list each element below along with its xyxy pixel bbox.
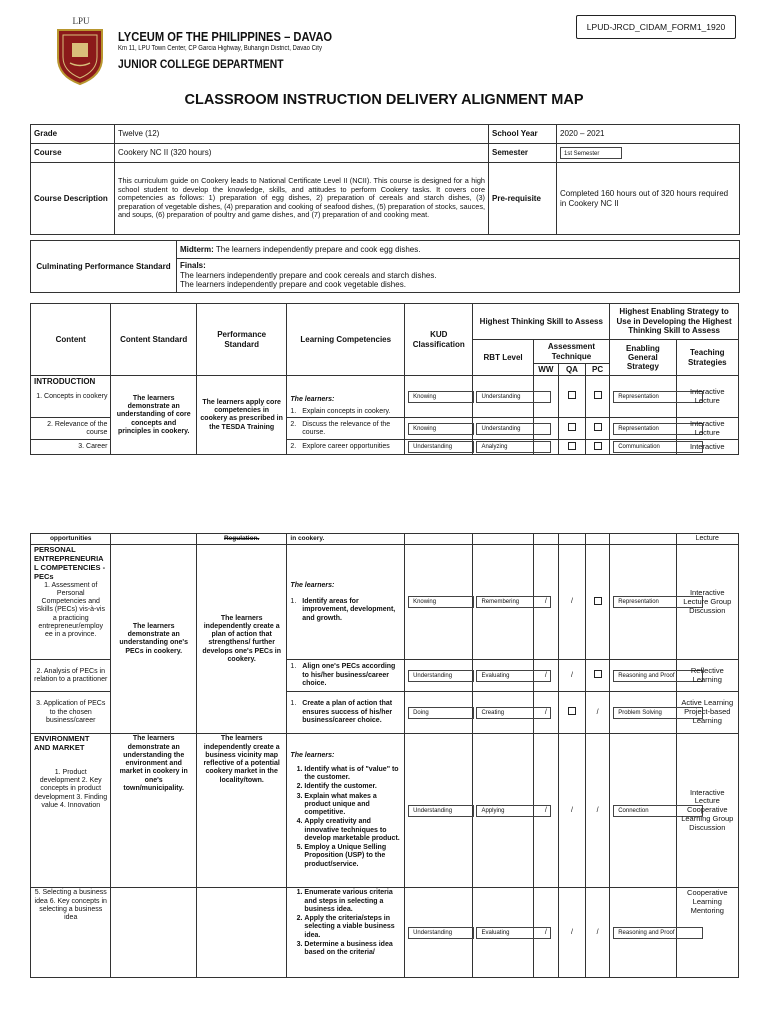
biz-qa: / — [558, 888, 585, 978]
pec-ww-1: / — [533, 545, 558, 660]
career-cont: opportunities — [31, 534, 111, 545]
pc-checkbox[interactable] — [594, 442, 602, 450]
col-learning-competencies: Learning Competencies — [287, 304, 405, 376]
env-strategy: Connection — [613, 805, 703, 817]
pec-performance-standard: The learners independently create a plan of action that strengthens/ further develops one's PECs in cookery. — [196, 545, 287, 734]
lc-num: 2. — [290, 420, 297, 428]
env-ww: / — [533, 734, 558, 888]
school-year-value: 2020 – 2021 — [557, 125, 740, 144]
semester-cell — [557, 144, 740, 163]
env-rbt: Applying — [476, 805, 551, 817]
env-pc: / — [586, 734, 610, 888]
col-enabling-general: Enabling General Strategy — [610, 340, 676, 376]
env-content: 1. Product development 2. Key concepts in product development 3. Finding value 4. Innovation — [34, 768, 108, 809]
intro-teaching-1: Interactive Lecture — [676, 376, 738, 418]
biz-lc-2: 2. Apply the criteria/steps in selecting a viable business idea. — [304, 915, 401, 940]
env-heading: ENVIRONMENT AND MARKET — [34, 734, 90, 753]
pec-content-2: 2. Analysis of PECs in relation to a practitioner — [31, 660, 111, 692]
biz-lc-list — [290, 889, 401, 957]
pec-teaching-1: Interactive Lecture Group Discussion — [676, 545, 738, 660]
pec-pc-3: / — [586, 692, 610, 734]
pc-checkbox[interactable] — [594, 391, 602, 399]
document-title: CLASSROOM INSTRUCTION DELIVERY ALIGNMENT MAP — [184, 92, 584, 108]
intro-strategy-1: Representation — [613, 391, 703, 403]
course-label: Course — [31, 144, 115, 163]
pec-rbt-3: Creating — [476, 707, 551, 719]
intro-content-2: 2. Relevance of the course — [31, 418, 111, 440]
course-info-table — [30, 124, 740, 235]
col-kud: KUD Classification — [405, 304, 473, 376]
pec-heading: PERSONAL ENTREPRENEURIA L COMPETENCIES - PECs — [34, 545, 106, 581]
col-rbt: RBT Level — [473, 340, 533, 376]
qa-checkbox[interactable] — [568, 423, 576, 431]
pec-rbt-1: Remembering — [476, 596, 551, 608]
lc-num: 2. — [290, 443, 297, 451]
env-lc-4: 4. Apply creativity and innovative techniques to develop marketable product. — [304, 818, 401, 843]
env-lc-3: 3. Explain what makes a product unique and competitive. — [304, 793, 401, 818]
env-lc-list — [290, 766, 401, 869]
biz-pc: / — [586, 888, 610, 978]
pec-qa-2: / — [558, 660, 585, 692]
pec-kud-1: Knowing — [408, 596, 474, 608]
pc-checkbox[interactable] — [594, 597, 602, 605]
pec-ww-3: / — [533, 692, 558, 734]
intro-kud-3: Understanding — [408, 441, 474, 453]
finals-label: Finals: — [180, 261, 206, 271]
pec-teaching-3: Active Learning Project-based Learning — [676, 692, 738, 734]
logo-text: LPU — [72, 16, 90, 26]
env-kud: Understanding — [408, 805, 474, 817]
intro-content-3: 3. Career — [31, 440, 111, 455]
pec-lc-1: Identify areas for improvement, development, and growth. — [302, 598, 396, 622]
pec-content-standard: The learners demonstrate an understanding one's PECs in cookery. — [111, 545, 196, 734]
env-qa: / — [558, 734, 585, 888]
prereq-label: Pre-requisite — [489, 163, 557, 235]
env-teaching: Interactive Lecture Cooperative Learning Group Discussion — [676, 734, 738, 888]
biz-rbt: Evaluating — [476, 927, 551, 939]
intro-teaching-3: Interactive — [676, 440, 738, 455]
pec-kud-3: Doing — [408, 707, 474, 719]
col-highest-thinking: Highest Thinking Skill to Assess — [473, 304, 610, 340]
finals-line-2: The learners independently prepare and cook vegetable dishes. — [180, 280, 406, 290]
col-highest-enabling: Highest Enabling Strategy to Use in Developing the Highest Thinking Skill to Assess — [610, 304, 739, 340]
biz-strategy: Reasoning and Proof — [613, 927, 703, 939]
grade-value: Twelve (12) — [115, 125, 489, 144]
col-pc: PC — [586, 364, 610, 376]
semester-value: 1st Semester — [560, 147, 622, 159]
qa-checkbox[interactable] — [568, 391, 576, 399]
pec-ww-2: / — [533, 660, 558, 692]
pec-content-1: 1. Assessment of Personal Competencies and Skills (PECs) vis-à-vis a practicing entrepreneur/employ ee in a province. — [36, 581, 105, 639]
env-lc-5: 5. Employ a Unique Selling Proposition (USP) to the product/service. — [304, 844, 401, 869]
env-lc-2: 2. Identify the customer. — [304, 783, 401, 791]
alignment-matrix-page-1 — [30, 303, 739, 455]
form-code: LPUD-JRCD_CIDAM_FORM1_1920 — [576, 15, 736, 39]
lc-num: 1. — [290, 408, 297, 416]
biz-teaching: Cooperative Learning Mentoring — [676, 888, 738, 978]
lpu-logo — [52, 16, 108, 86]
env-lc-1: 1. Identify what is of "value" to the customer. — [304, 766, 401, 783]
intro-strategy-2: Representation — [613, 423, 703, 435]
qa-checkbox[interactable] — [568, 442, 576, 450]
col-qa: QA — [558, 364, 585, 376]
biz-kud: Understanding — [408, 927, 474, 939]
biz-content: 5. Selecting a business idea 6. Key concepts in selecting a business idea — [31, 888, 111, 978]
intro-teaching-2: Interactive Lecture — [676, 418, 738, 440]
prereq-value: Completed 160 hours out of 320 hours required in Cookery NC II — [557, 163, 740, 235]
lc-num: 1. — [290, 700, 297, 708]
pec-teaching-2: Reflective Learning — [676, 660, 738, 692]
regulation-cont: Regulation. — [196, 534, 287, 545]
pec-kud-2: Understanding — [408, 670, 474, 682]
intro-rbt-2: Understanding — [476, 423, 551, 435]
description-value: This curriculum guide on Cookery leads to National Certificate Level II (NCII). This course is designed for a high school student to develop the knowledge, skills, and attitudes to perform Cookery tasks. It covers core competencies as follows: 1) preparation of egg dishes, 2) preparation of cereals and starch dishes, (3) preparation of vegetable dishes, (4) preparation and cooking of seafood dishes, (5) preparation of stocks, sauces, and soups, (6) preparation of poultry and game dishes, and (7) preparation of and cooking meat. — [115, 163, 489, 235]
lc-cont: in cookery. — [287, 534, 405, 545]
pec-qa-1: / — [558, 545, 585, 660]
finals-line-1: The learners independently prepare and cook cereals and starch dishes. — [180, 270, 437, 280]
biz-lc-1: 1. Enumerate various criteria and steps in selecting a business idea. — [304, 889, 401, 914]
intro-lc-1: Explain concepts in cookery. — [302, 408, 391, 416]
pc-checkbox[interactable] — [594, 670, 602, 678]
biz-lc-3: 3. Determine a business idea based on the criteria/ — [304, 941, 401, 958]
school-year-label: School Year — [489, 125, 557, 144]
institution-name: LYCEUM OF THE PHILIPPINES – DAVAO — [118, 29, 333, 44]
col-teaching: Teaching Strategies — [676, 340, 738, 376]
lc-num: 1. — [290, 598, 297, 605]
intro-content-1: 1. Concepts in cookery — [36, 392, 108, 400]
col-performance-standard: Performance Standard — [196, 304, 287, 376]
culminating-table — [30, 240, 740, 293]
description-label: Course Description — [31, 163, 115, 235]
grade-label: Grade — [31, 125, 115, 144]
col-content: Content — [31, 304, 111, 376]
env-performance-standard: The learners independently create a business vicinity map reflective of a potential cookery market in the locality/town. — [196, 734, 287, 888]
intro-strategy-3: Communication — [613, 441, 703, 453]
midterm-label: Midterm: — [180, 244, 214, 254]
intro-performance-standard: The learners apply core competencies in cookery as prescribed in the TESDA Training — [196, 376, 287, 455]
pec-lc-3: Create a plan of action that ensures success of his/her business/career choice. — [302, 700, 393, 724]
course-value: Cookery NC II (320 hours) — [115, 144, 489, 163]
pec-lc-2: Align one's PECs according to his/her business/career choice. — [302, 663, 396, 687]
pec-strategy-3: Problem Solving — [613, 707, 703, 719]
intro-learners-label: The learners: — [290, 395, 335, 403]
qa-checkbox[interactable] — [568, 707, 576, 715]
alignment-matrix-page-2 — [30, 533, 739, 978]
institution-address: Km 11, LPU Town Center, CP Garcia Highway, Buhangin District, Davao City — [118, 45, 322, 52]
pec-strategy-1: Representation — [613, 596, 703, 608]
intro-rbt-1: Understanding — [476, 391, 551, 403]
intro-heading: INTRODUCTION — [34, 377, 96, 387]
department-name: JUNIOR COLLEGE DEPARTMENT — [118, 57, 284, 71]
col-content-standard: Content Standard — [111, 304, 196, 376]
pec-content-3: 3. Application of PECs to the chosen business/career — [31, 692, 111, 734]
culminating-label: Culminating Performance Standard — [31, 241, 177, 293]
pec-strategy-2: Reasoning and Proof — [613, 670, 703, 682]
intro-content-standard: The learners demonstrate an understanding of core concepts and principles in cookery. — [111, 376, 196, 455]
env-content-standard: The learners demonstrate an understanding the environment and market in cookery in one's town/municipality. — [111, 734, 196, 888]
col-ww: WW — [533, 364, 558, 376]
lecture-cont: Lecture — [676, 534, 738, 545]
intro-kud-1: Knowing — [408, 391, 474, 403]
pec-learners-label: The learners: — [290, 581, 335, 589]
intro-lc-3: Explore career opportunities — [302, 443, 390, 451]
pc-checkbox[interactable] — [594, 423, 602, 431]
semester-label: Semester — [489, 144, 557, 163]
pec-rbt-2: Evaluating — [476, 670, 551, 682]
intro-rbt-3: Analyzing — [476, 441, 551, 453]
midterm-text: The learners independently prepare and cook egg dishes. — [213, 244, 421, 254]
intro-lc-2: Discuss the relevance of the course. — [302, 420, 391, 436]
intro-kud-2: Knowing — [408, 423, 474, 435]
env-learners-label: The learners: — [290, 751, 335, 759]
biz-ww: / — [533, 888, 558, 978]
lc-num: 1. — [290, 663, 297, 671]
col-assessment: Assessment Technique — [533, 340, 609, 364]
